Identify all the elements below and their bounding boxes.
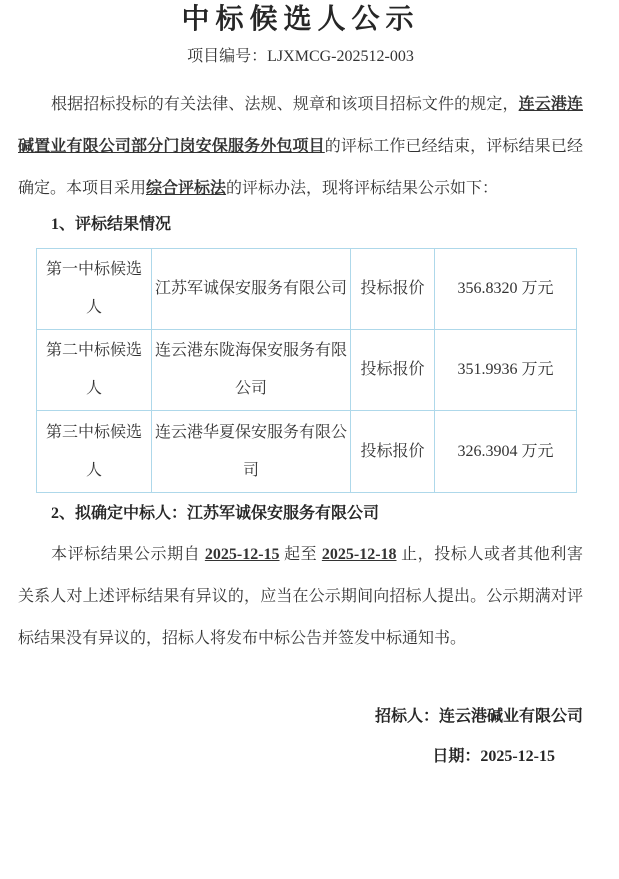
price-cell: 351.9936 万元 xyxy=(435,330,577,411)
section2-heading: 2、拟确定中标人：江苏军诚保安服务有限公司 xyxy=(51,505,380,522)
project-name-emphasis: 连云港连碱置业有限公司部分门岗安保服务外包项目 xyxy=(18,96,583,155)
page-title: 中标候选人公示 xyxy=(181,4,420,35)
publicity-start-date: 2025-12-15 xyxy=(204,546,280,563)
price-cell: 326.3904 万元 xyxy=(435,411,577,493)
project-number: 项目编号：LJXMCG-202512-003 xyxy=(187,48,414,65)
price-cell: 356.8320 万元 xyxy=(435,249,577,330)
tenderer-signature: 招标人：连云港碱业有限公司 xyxy=(374,708,583,725)
evaluation-method-emphasis: 综合评标法 xyxy=(146,180,227,197)
notice-paragraph xyxy=(18,534,583,660)
intro-text-3: 的评标办法，现将评标结果公示如下： xyxy=(226,180,499,197)
rank-cell: 第一中标候选人 xyxy=(37,249,152,330)
notice-text-3: 止，投标人或者其他利害关系人对上述评标结果有异议的，应当在公示期间向招标人提出。公示期满对评标结果没有异议的，招标人将发布中标公告并签发中标通知书。 xyxy=(18,546,583,647)
table-row xyxy=(37,411,577,493)
signature-date: 日期：2025-12-15 xyxy=(432,748,555,765)
section1-heading: 1、评标结果情况 xyxy=(51,216,172,233)
price-label-cell: 投标报价 xyxy=(351,330,435,411)
results-table xyxy=(36,248,577,493)
table-row xyxy=(37,330,577,411)
company-cell: 连云港华夏保安服务有限公司 xyxy=(152,411,351,493)
intro-text-2: 的评标工作已经结束，评标结果已经确定。本项目采用 xyxy=(18,138,583,197)
publicity-end-date: 2025-12-18 xyxy=(321,546,397,563)
notice-text-2: 起至 xyxy=(279,546,322,563)
intro-text-1: 根据招标投标的有关法律、法规、规章和该项目招标文件的规定， xyxy=(51,96,519,113)
rank-cell: 第二中标候选人 xyxy=(37,330,152,411)
company-cell: 连云港东陇海保安服务有限公司 xyxy=(152,330,351,411)
notice-text-1: 本评标结果公示期自 xyxy=(51,546,205,563)
price-label-cell: 投标报价 xyxy=(351,411,435,493)
price-label-cell: 投标报价 xyxy=(351,249,435,330)
rank-cell: 第三中标候选人 xyxy=(37,411,152,493)
intro-paragraph xyxy=(18,84,583,210)
company-cell: 江苏军诚保安服务有限公司 xyxy=(152,249,351,330)
table-row xyxy=(37,249,577,330)
